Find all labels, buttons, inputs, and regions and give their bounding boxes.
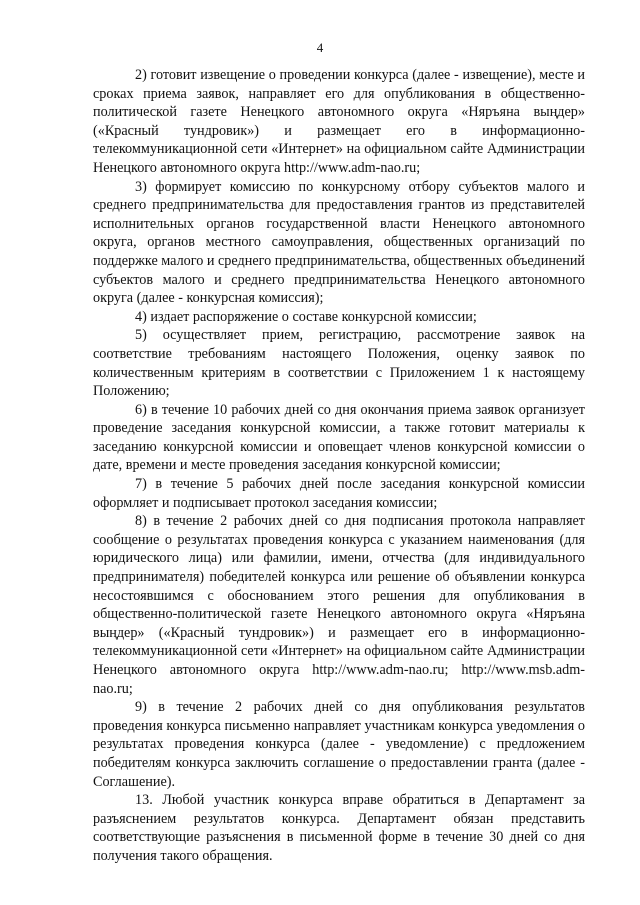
paragraph-item-4: 4) издает распоряжение о составе конкурсной комиссии; xyxy=(135,308,477,325)
page-number: 4 xyxy=(316,40,324,55)
paragraph-item-7: 7) в течение 5 рабочих дней после заседания конкурсной комиссии оформляет и подписывает протокол заседания комиссии; xyxy=(93,476,585,511)
document-body xyxy=(93,66,585,866)
paragraph-item-3: 3) формирует комиссию по конкурсному отбору субъектов малого и среднего предпринимательства для предоставления грантов из представителей исполнительных органов государственной власти Ненецкого автономного округа, органов местного самоуправления, общественных организаций по поддержке малого и среднего предпринимательства, общественных объединений субъектов малого и среднего предпринимательства Ненецкого автономного округа (далее - конкурсная комиссия); xyxy=(93,178,586,307)
paragraph-item-5: 5) осуществляет прием, регистрацию, рассмотрение заявок на соответствие требованиям настоящего Положения, оценку заявок по количественным критериям в соответствии с Приложением 1 к настоящему Положению; xyxy=(93,327,585,400)
paragraph-item-2: 2) готовит извещение о проведении конкурса (далее - извещение), месте и сроках приема заявок, направляет его для опубликования в общественно-политической газете Ненецкого автономного округа «Няръяна выңдер» («Красный тундровик») и размещает его в информационно-телекоммуникационной сети «Интернет» на официальном сайте Администрации Ненецкого автономного округа http://www.adm-nao.ru; xyxy=(93,67,585,176)
paragraph-item-9: 9) в течение 2 рабочих дней со дня опубликования результатов проведения конкурса письменно направляет участникам конкурса уведомления о результатах проведения конкурса (далее - уведомление) с предложением победителям конкурса заключить соглашение о предоставлении гранта (далее - Соглашение). xyxy=(93,699,585,790)
paragraph-item-6: 6) в течение 10 рабочих дней со дня окончания приема заявок организует проведение заседания конкурсной комиссии, а также готовит материалы к заседанию конкурсной комиссии и оповещает членов конкурсной комиссии о дате, времени и месте проведения заседания конкурсной комиссии; xyxy=(93,401,585,474)
paragraph-section-13: 13. Любой участник конкурса вправе обратиться в Департамент за разъяснением результатов конкурса. Департамент обязан представить соответствующие разъяснения в письменной форме в течение 30 дней со дня получения такого обращения. xyxy=(93,792,585,864)
paragraph-item-8: 8) в течение 2 рабочих дней со дня подписания протокола направляет сообщение о результатах проведения конкурса с указанием наименования (для юридического лица) или фамилии, имени, отчества (для индивидуального предпринимателя) победителей конкурса или решение об объявлении конкурса несостоявшимся с обоснованием этого решения для опубликования в общественно-политической газете Ненецкого автономного округа «Няръяна выңдер» («Красный тундровик») и размещает его в информационно-телекоммуникационной сети «Интернет» на официальном сайте Администрации Ненецкого автономного округа http://www.adm-nao.ru; http://www.msb.adm-nao.ru; xyxy=(93,513,585,697)
